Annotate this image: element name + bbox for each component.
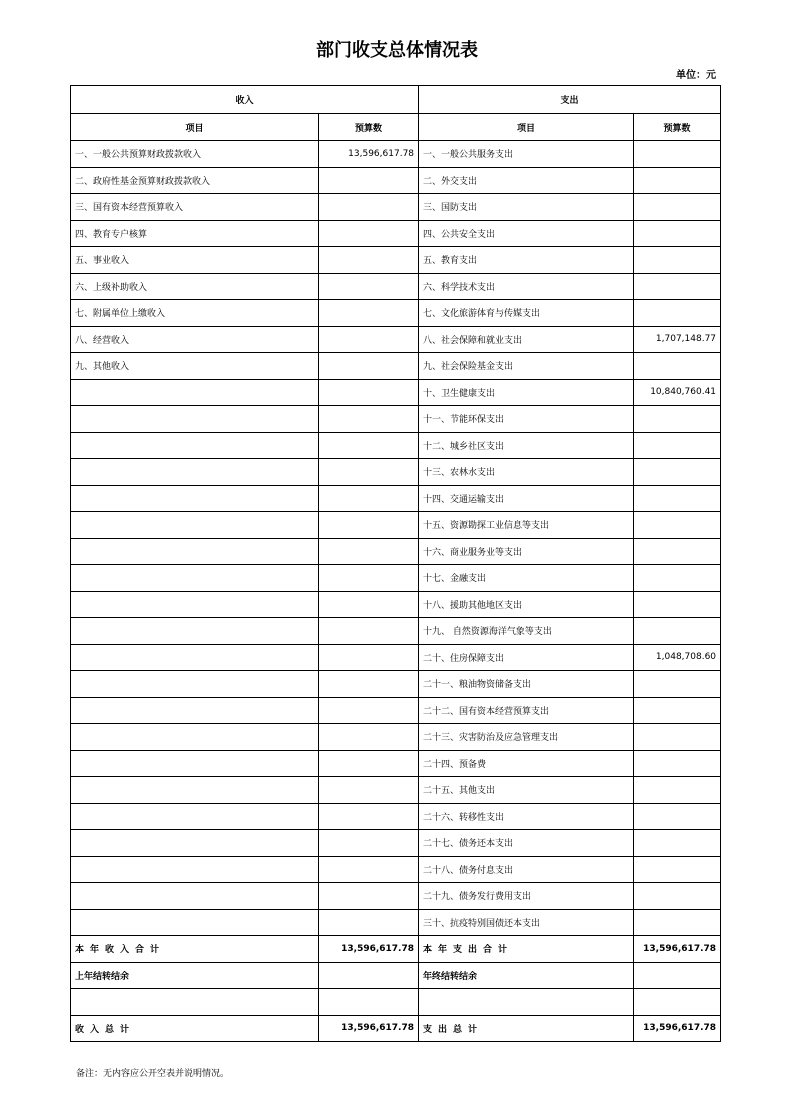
expense-value-cell: 1,707,148.77 [634, 326, 721, 353]
income-item-cell: 八、经营收入 [71, 326, 319, 353]
page-title: 部门收支总体情况表 [316, 40, 478, 61]
income-item-cell [71, 644, 319, 671]
expense-value-cell [634, 697, 721, 724]
expense-item-cell: 六、科学技术支出 [419, 273, 634, 300]
table-row [71, 909, 721, 936]
expense-value-cell [634, 856, 721, 883]
table-row [71, 220, 721, 247]
income-value-cell [319, 194, 419, 221]
expense-value-cell [634, 883, 721, 910]
income-item-cell [71, 485, 319, 512]
income-item-cell [71, 538, 319, 565]
table-row [71, 300, 721, 327]
income-item-cell [71, 565, 319, 592]
carryover-income-label: 上年结转结余 [71, 962, 319, 989]
income-item-cell [71, 856, 319, 883]
expense-item-cell: 二十三、灾害防治及应急管理支出 [419, 724, 634, 751]
income-value-cell [319, 803, 419, 830]
income-item-cell [71, 803, 319, 830]
total-income-label: 收入总计 [71, 1015, 319, 1042]
year-income-value: 13,596,617.78 [319, 936, 419, 963]
total-expense-value: 13,596,617.78 [634, 1015, 721, 1042]
income-value-cell [319, 459, 419, 486]
expense-value-cell [634, 247, 721, 274]
expense-value-cell [634, 538, 721, 565]
expense-item-cell: 七、文化旅游体育与传媒支出 [419, 300, 634, 327]
table-row [71, 671, 721, 698]
header-row-columns [71, 114, 721, 141]
table-row [71, 459, 721, 486]
expense-header: 支出 [419, 86, 721, 114]
income-item-cell: 一、一般公共预算财政拨款收入 [71, 141, 319, 168]
year-expense-value: 13,596,617.78 [634, 936, 721, 963]
blank-cell [634, 989, 721, 1016]
budget-table [70, 85, 721, 1042]
expense-value-cell [634, 830, 721, 857]
expense-item-cell: 十四、交通运输支出 [419, 485, 634, 512]
expense-item-cell: 十五、资源勘探工业信息等支出 [419, 512, 634, 539]
income-value-cell [319, 326, 419, 353]
income-value-cell [319, 777, 419, 804]
table-row [71, 618, 721, 645]
income-item-cell [71, 724, 319, 751]
income-value-cell: 13,596,617.78 [319, 141, 419, 168]
income-value-cell [319, 909, 419, 936]
expense-item-cell: 一、一般公共服务支出 [419, 141, 634, 168]
income-value-cell [319, 406, 419, 433]
blank-cell [419, 989, 634, 1016]
income-value-cell [319, 671, 419, 698]
expense-value-cell [634, 220, 721, 247]
income-item-header: 项目 [71, 114, 319, 141]
table-row [71, 194, 721, 221]
table-row [71, 644, 721, 671]
expense-item-cell: 九、社会保险基金支出 [419, 353, 634, 380]
table-row [71, 247, 721, 274]
expense-item-cell: 十三、农林水支出 [419, 459, 634, 486]
blank-cell [319, 989, 419, 1016]
expense-value-cell [634, 353, 721, 380]
income-value-cell [319, 697, 419, 724]
year-expense-label: 本年支出合计 [419, 936, 634, 963]
income-item-cell: 四、教育专户核算 [71, 220, 319, 247]
expense-value-cell [634, 194, 721, 221]
carryover-row [71, 962, 721, 989]
income-item-cell [71, 883, 319, 910]
income-value-cell [319, 167, 419, 194]
expense-item-cell: 十、卫生健康支出 [419, 379, 634, 406]
income-value-cell [319, 379, 419, 406]
income-item-cell: 六、上级补助收入 [71, 273, 319, 300]
expense-item-cell: 三、国防支出 [419, 194, 634, 221]
income-value-cell [319, 724, 419, 751]
expense-value-cell [634, 750, 721, 777]
expense-item-cell: 二十七、债务还本支出 [419, 830, 634, 857]
expense-value-cell [634, 432, 721, 459]
table-row [71, 538, 721, 565]
expense-value-cell [634, 618, 721, 645]
expense-value-cell [634, 406, 721, 433]
expense-value-cell [634, 141, 721, 168]
income-item-cell [71, 697, 319, 724]
header-row-sections [71, 86, 721, 114]
table-row [71, 883, 721, 910]
income-value-cell [319, 512, 419, 539]
expense-value-cell [634, 909, 721, 936]
expense-item-cell: 二十六、转移性支出 [419, 803, 634, 830]
income-item-cell [71, 512, 319, 539]
income-value-cell [319, 247, 419, 274]
income-item-cell [71, 432, 319, 459]
income-item-cell [71, 909, 319, 936]
expense-item-cell: 十一、节能环保支出 [419, 406, 634, 433]
expense-item-cell: 二十八、债务付息支出 [419, 856, 634, 883]
table-row [71, 697, 721, 724]
year-total-row [71, 936, 721, 963]
table-row [71, 803, 721, 830]
expense-value-cell [634, 591, 721, 618]
expense-value-cell [634, 485, 721, 512]
expense-value-cell [634, 273, 721, 300]
income-item-cell [71, 671, 319, 698]
income-value-cell [319, 883, 419, 910]
table-row [71, 406, 721, 433]
income-item-cell [71, 379, 319, 406]
income-item-cell [71, 750, 319, 777]
expense-value-cell [634, 671, 721, 698]
expense-item-cell: 十二、城乡社区支出 [419, 432, 634, 459]
expense-value-cell [634, 724, 721, 751]
expense-item-cell: 五、教育支出 [419, 247, 634, 274]
expense-item-cell: 二十、住房保障支出 [419, 644, 634, 671]
income-item-cell [71, 459, 319, 486]
income-item-cell: 二、政府性基金预算财政拨款收入 [71, 167, 319, 194]
table-row [71, 565, 721, 592]
income-value-cell [319, 618, 419, 645]
table-row [71, 777, 721, 804]
income-value-cell [319, 856, 419, 883]
income-value-cell [319, 565, 419, 592]
expense-item-cell: 十八、援助其他地区支出 [419, 591, 634, 618]
expense-item-cell: 十六、商业服务业等支出 [419, 538, 634, 565]
expense-item-cell: 二、外交支出 [419, 167, 634, 194]
table-row [71, 379, 721, 406]
income-item-cell [71, 618, 319, 645]
expense-item-header: 项目 [419, 114, 634, 141]
income-item-cell: 七、附属单位上缴收入 [71, 300, 319, 327]
income-budget-header: 预算数 [319, 114, 419, 141]
income-value-cell [319, 273, 419, 300]
table-row [71, 273, 721, 300]
income-item-cell: 五、事业收入 [71, 247, 319, 274]
income-value-cell [319, 485, 419, 512]
expense-value-cell [634, 777, 721, 804]
income-value-cell [319, 750, 419, 777]
income-item-cell [71, 591, 319, 618]
carryover-expense-label: 年终结转结余 [419, 962, 634, 989]
blank-row [71, 989, 721, 1016]
expense-value-cell [634, 167, 721, 194]
income-value-cell [319, 644, 419, 671]
expense-value-cell [634, 459, 721, 486]
expense-item-cell: 四、公共安全支出 [419, 220, 634, 247]
income-value-cell [319, 591, 419, 618]
table-row [71, 856, 721, 883]
table-row [71, 326, 721, 353]
income-header: 收入 [71, 86, 419, 114]
expense-value-cell: 1,048,708.60 [634, 644, 721, 671]
expense-item-cell: 二十四、预备费 [419, 750, 634, 777]
table-row [71, 485, 721, 512]
table-row [71, 353, 721, 380]
blank-cell [71, 989, 319, 1016]
carryover-expense-value [634, 962, 721, 989]
income-item-cell [71, 406, 319, 433]
income-item-cell: 九、其他收入 [71, 353, 319, 380]
expense-value-cell: 10,840,760.41 [634, 379, 721, 406]
expense-value-cell [634, 300, 721, 327]
table-row [71, 512, 721, 539]
grand-total-row [71, 1015, 721, 1042]
expense-item-cell: 二十五、其他支出 [419, 777, 634, 804]
expense-item-cell: 二十二、国有资本经营预算支出 [419, 697, 634, 724]
income-value-cell [319, 432, 419, 459]
income-item-cell: 三、国有资本经营预算收入 [71, 194, 319, 221]
table-row [71, 724, 721, 751]
expense-value-cell [634, 512, 721, 539]
expense-value-cell [634, 565, 721, 592]
table-row [71, 830, 721, 857]
footnote: 备注：无内容应公开空表并说明情况。 [76, 1069, 230, 1079]
expense-item-cell: 三十、抗疫特别国债还本支出 [419, 909, 634, 936]
expense-item-cell: 二十九、债务发行费用支出 [419, 883, 634, 910]
income-item-cell [71, 830, 319, 857]
income-value-cell [319, 220, 419, 247]
total-expense-label: 支出总计 [419, 1015, 634, 1042]
expense-item-cell: 八、社会保障和就业支出 [419, 326, 634, 353]
income-item-cell [71, 777, 319, 804]
income-value-cell [319, 830, 419, 857]
table-row [71, 167, 721, 194]
expense-item-cell: 十七、金融支出 [419, 565, 634, 592]
income-value-cell [319, 300, 419, 327]
carryover-income-value [319, 962, 419, 989]
table-row [71, 141, 721, 168]
expense-item-cell: 十九、 自然资源海洋气象等支出 [419, 618, 634, 645]
total-income-value: 13,596,617.78 [319, 1015, 419, 1042]
table-row [71, 591, 721, 618]
unit-label: 单位：元 [676, 70, 716, 81]
table-row [71, 432, 721, 459]
expense-value-cell [634, 803, 721, 830]
table-row [71, 750, 721, 777]
expense-budget-header: 预算数 [634, 114, 721, 141]
expense-item-cell: 二十一、粮油物资储备支出 [419, 671, 634, 698]
income-value-cell [319, 538, 419, 565]
income-value-cell [319, 353, 419, 380]
year-income-label: 本年收入合计 [71, 936, 319, 963]
